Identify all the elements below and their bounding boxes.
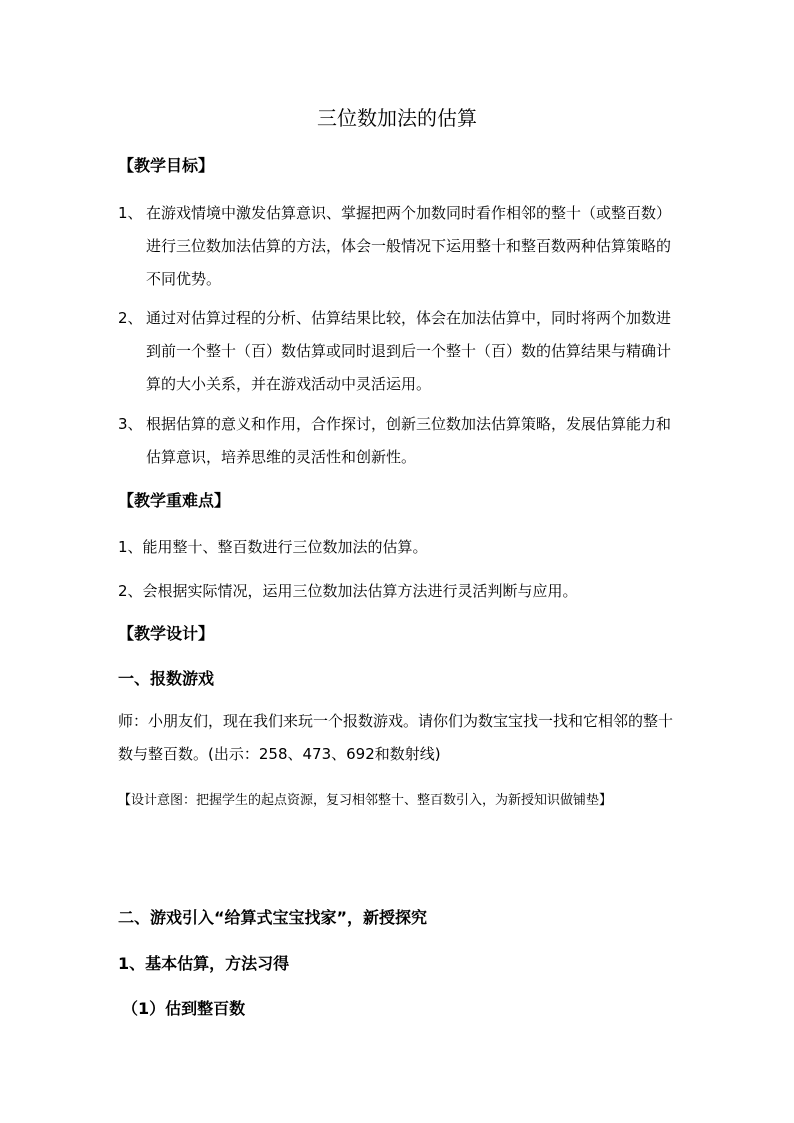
part1-text: 师：小朋友们，现在我们来玩一个报数游戏。请你们为数宝宝找一找和它相邻的整十数与整百数。(出示：258、473、692和数射线): [118, 712, 674, 763]
objective-item-1: [118, 197, 678, 296]
objective-item-2-number: 2、: [118, 309, 143, 327]
objective-item-1-number: 1、: [118, 204, 143, 222]
objective-item-3-text: 根据估算的意义和作用，合作探讨，创新三位数加法估算策略，发展估算能力和估算意识，培养思维的灵活性和创新性。: [146, 415, 672, 466]
objectives-heading: 【教学目标】: [118, 156, 215, 175]
objective-item-3-number: 3、: [118, 415, 143, 433]
page-title: 三位数加法的估算: [317, 106, 477, 130]
key-point-1: 1、能用整十、整百数进行三位数加法的估算。: [118, 538, 428, 556]
part1-heading: 一、报数游戏: [118, 669, 215, 688]
sub1-1-heading: （1）估到整百数: [122, 999, 246, 1018]
objective-item-2: [118, 302, 678, 401]
part2-heading: 二、游戏引入“给算式宝宝找家”，新授探究: [118, 908, 428, 927]
sub1-heading: 1、基本估算，方法习得: [118, 954, 290, 973]
objective-item-1-text: 在游戏情境中激发估算意识、掌握把两个加数同时看作相邻的整十（或整百数）进行三位数加法估算的方法，体会一般情况下运用整十和整百数两种估算策略的不同优势。: [146, 204, 672, 288]
design-heading: 【教学设计】: [118, 624, 215, 643]
key-points-heading: 【教学重难点】: [118, 491, 231, 510]
part1-design-note: 【设计意图：把握学生的起点资源，复习相邻整十、整百数引入，为新授知识做铺垫】: [118, 793, 613, 808]
key-point-2: 2、会根据实际情况，运用三位数加法估算方法进行灵活判断与应用。: [118, 582, 578, 600]
objective-item-3: [118, 408, 678, 474]
objective-item-2-text: 通过对估算过程的分析、估算结果比较，体会在加法估算中，同时将两个加数进到前一个整十（百）数估算或同时退到后一个整十（百）数的估算结果与精确计算的大小关系，并在游戏活动中灵活运用。: [146, 309, 672, 393]
